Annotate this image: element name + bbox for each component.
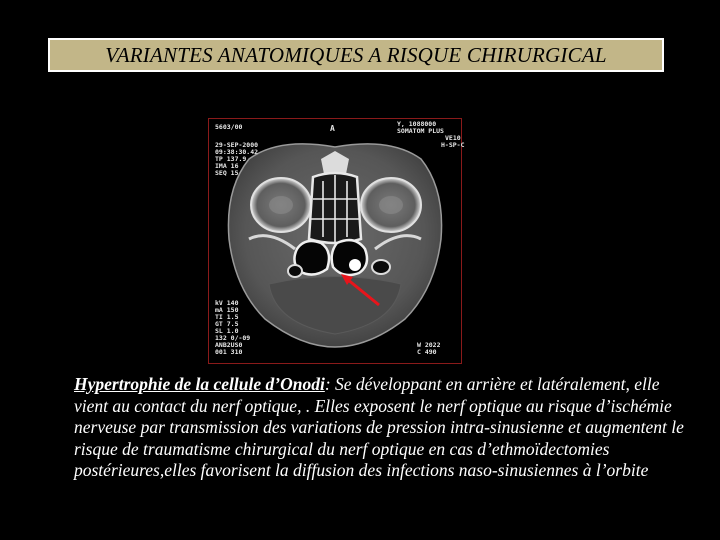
scan-info-fov: 001 310 (215, 348, 243, 356)
scan-tr-3: VE10 (445, 134, 461, 142)
caption-heading: Hypertrophie de la cellule d’Onodi (74, 374, 325, 394)
scan-info-kv: kV 140 (215, 299, 239, 307)
slide-title-box (48, 38, 664, 72)
scan-info-gt: GT 7.5 (215, 320, 239, 328)
scan-info-center: C 490 (417, 348, 437, 356)
scan-info-ima: IMA 16 (215, 162, 239, 170)
scan-tr-4: H-SP-C (441, 141, 465, 149)
scan-info-seq: SEQ 15 (215, 169, 239, 177)
scan-tr-1: Y, 1088000 (397, 120, 437, 128)
scan-info-sl: SL 1.0 (215, 327, 239, 335)
scan-tr-2: SOMATOM PLUS (397, 127, 444, 135)
scan-info-tp: TP 137.9 (215, 155, 247, 163)
scan-info-ma: mA 150 (215, 306, 239, 314)
scan-id: 5603/00 (215, 123, 243, 131)
scan-info-pos: 132 0/-09 (215, 334, 251, 342)
onodi-cell-right (332, 240, 367, 275)
slide-caption (74, 374, 684, 482)
ct-scan-drawing (209, 119, 465, 363)
scan-info-date: 29-SEP-2000 (215, 141, 259, 149)
ct-scan-image (208, 118, 465, 364)
caption-body: : Se développant en arrière et latéralement, elle vient au contact du nerf optique, . Elles exposent le nerf optique au risque d’ischémie nerveuse par transmission des variations de pression intra-sinusienne et augmentent le risque de traumatisme chirurgical du nerf optique en cas d’ethmoïdectomies postérieures,elles favorisent la diffusion des infections naso-sinusiennes à l’orbite (74, 374, 684, 480)
scan-info-window: W 2022 (417, 341, 441, 349)
scan-info-ti: TI 1.5 (215, 313, 239, 321)
scan-orientation: A (330, 124, 335, 133)
slide-title: VARIANTES ANATOMIQUES A RISQUE CHIRURGICAL (105, 42, 607, 67)
scan-info-kernel: ANB2US0 (215, 341, 243, 349)
scan-info-time: 09:38:30.42 (215, 148, 259, 156)
